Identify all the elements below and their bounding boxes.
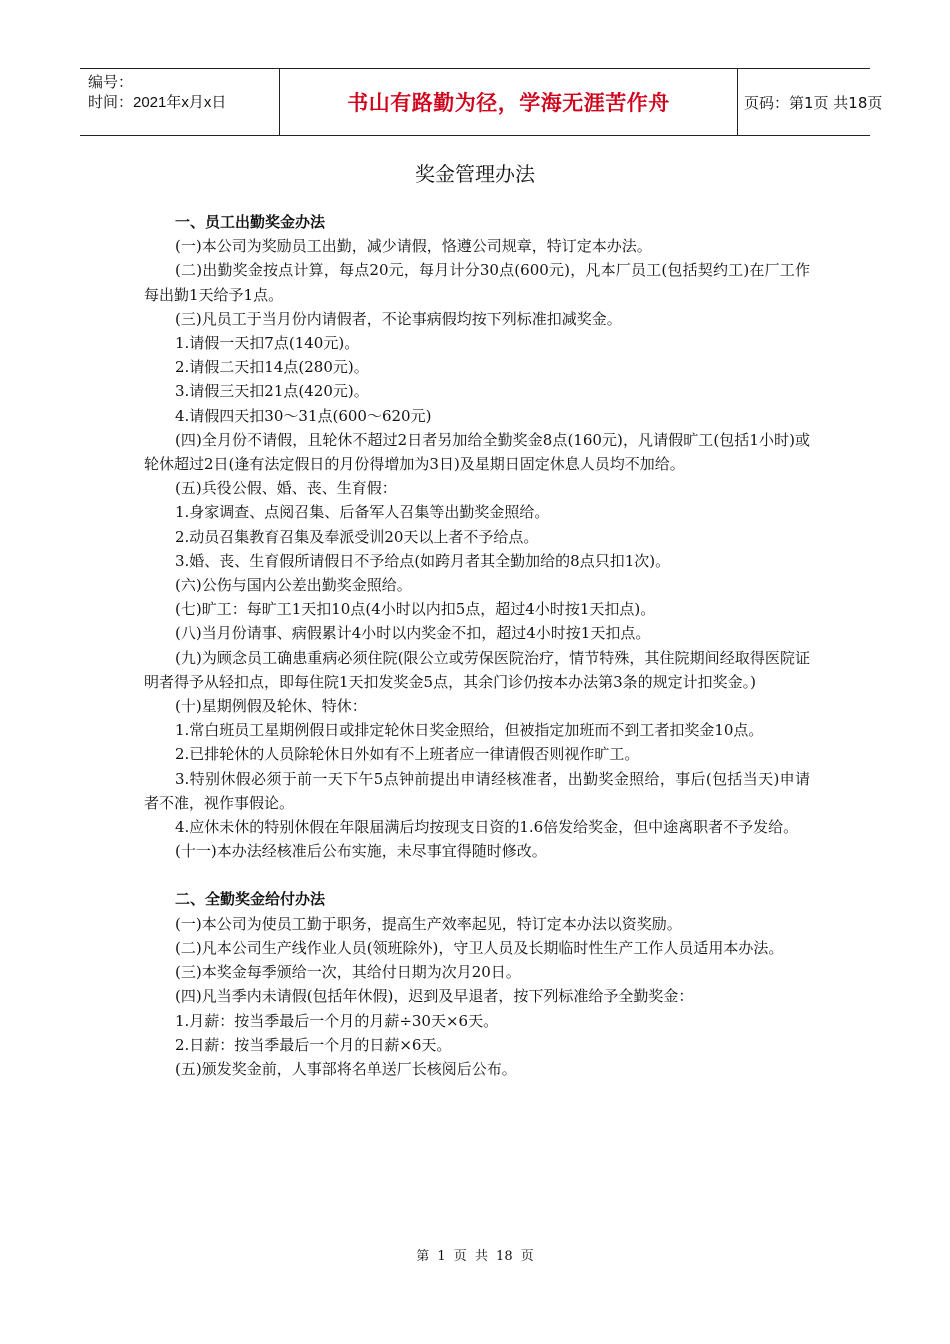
paragraph: (三)凡员工于当月份内请假者，不论事病假均按下列标准扣减奖金。 [175,309,622,328]
paragraph: (八)当月份请事、病假累计4小时以内奖金不扣，超过4小时按1天扣点。 [175,624,651,643]
header-motto: 书山有路勤为径，学海无涯苦作舟 [280,69,738,135]
header-meta-cell [80,69,280,135]
time-label: 时间：2021年x月x日 [88,94,227,111]
paragraph: (五)兵役公假、婚、丧、生育假： [175,479,397,498]
section-spacer [144,863,810,887]
page-footer: 第 1 页 共 18 页 [416,1249,534,1264]
paragraph: 3.特别休假必须于前一天下午5点钟前提出申请经核准者，出勤奖金照给，事后(包括当天)申请者不准，视作事假论。 [144,769,810,812]
paragraph: (四)全月份不请假，且轮休不超过2日者另加给全勤奖金8点(160元)，凡请假旷工(包括1小时)或轮休超过2日(逢有法定假日的月份得增加为3日)及星期日固定休息人员均不加给。 [144,430,810,474]
paragraph: 3.婚、丧、生育假所请假日不予给点(如跨月者其全勤加给的8点只扣1次)。 [175,551,671,570]
paragraph: (九)为顾念员工确患重病必须住院(限公立或劳保医院治疗，情节特殊，其住院期间经取得医院证明者得予从轻扣点，即每住院1天扣发奖金5点，其余门诊仍按本办法第3条的规定计扣奖金。) [144,648,810,691]
header-page-info: 页码：第1页 共18页 [744,93,883,112]
paragraph: (十一)本办法经核准后公布实施，未尽事宜得随时修改。 [175,842,547,861]
paragraph: 2.请假二天扣14点(280元)。 [175,358,369,377]
paragraph: 1.身家调查、点阅召集、后备军人召集等出勤奖金照给。 [175,503,550,522]
paragraph: 1.月薪：按当季最后一个月的月薪÷30天×6天。 [175,1011,499,1030]
number-label: 编号： [88,74,134,91]
paragraph: (三)本奖金每季颁给一次，其给付日期为次月20日。 [175,963,521,982]
paragraph: 4.请假四天扣30～31点(600～620元) [175,406,432,425]
paragraph: (二)出勤奖金按点计算，每点20元，每月计分30点(600元)，凡本厂员工(包括契约工)在厂工作每出勤1天给予1点。 [144,261,810,304]
paragraph: 1.请假一天扣7点(140元)。 [175,334,360,353]
paragraph: (一)本公司为奖励员工出勤，减少请假，恪遵公司规章，特订定本办法。 [175,237,652,256]
paragraph: 2.已排轮休的人员除轮休日外如有不上班者应一律请假否则视作旷工。 [175,745,640,764]
section-heading: 一、员工出勤奖金办法 [175,213,326,231]
paragraph: (五)颁发奖金前，人事部将名单送厂长核阅后公布。 [175,1059,517,1078]
paragraph: (四)凡当季内未请假(包括年休假)，迟到及早退者，按下列标准给予全勤奖金： [175,987,694,1006]
document-body [144,210,810,1081]
section-heading: 二、全勤奖金给付办法 [175,890,326,909]
paragraph: 1.常白班员工星期例假日或排定轮休日奖金照给，但被指定加班而不到工者扣奖金10点。 [175,721,764,740]
paragraph: 2.动员召集教育召集及奉派受训20天以上者不予给点。 [175,527,539,546]
paragraph: (一)本公司为使员工勤于职务，提高生产效率起见，特订定本办法以资奖励。 [175,914,682,933]
paragraph: 2.日薪：按当季最后一个月的日薪×6天。 [175,1035,452,1054]
paragraph: (七)旷工：每旷工1天扣10点(4小时以内扣5点，超过4小时按1天扣点)。 [175,600,656,619]
header-table [80,68,883,136]
paragraph: 4.应休未休的特别休假在年限届满后均按现支日资的1.6倍发给奖金，但中途离职者不予发给。 [175,818,799,837]
paragraph: 3.请假三天扣21点(420元)。 [175,382,369,401]
paragraph: (十)星期例假及轮休、特休： [175,697,367,716]
paragraph: (六)公伤与国内公差出勤奖金照给。 [175,576,412,595]
paragraph: (二)凡本公司生产线作业人员(领班除外)，守卫人员及长期临时性生产工作人员适用本办法。 [175,938,784,957]
document-title: 奖金管理办法 [415,162,535,186]
